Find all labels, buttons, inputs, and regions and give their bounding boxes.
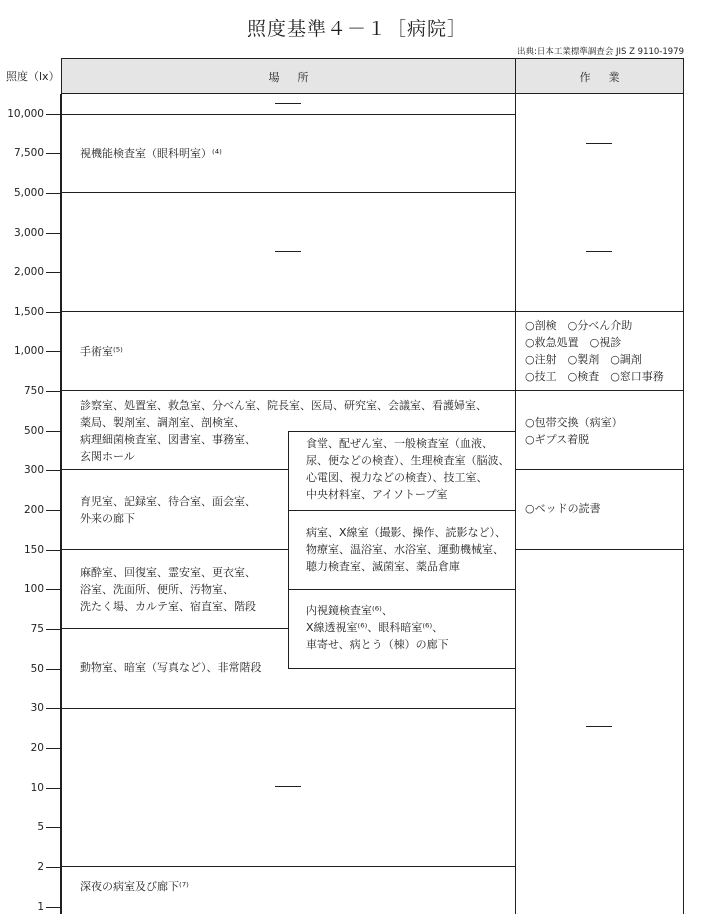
tick-label: 20 (30, 742, 44, 754)
cell-line: 病室、X線室（撮影、操作、読影など）、 (306, 526, 507, 539)
tick-label: 2,000 (13, 266, 44, 278)
cell-line: 手術室⁽⁵⁾ (80, 345, 123, 358)
empty-dash (586, 726, 612, 727)
tick-label: 300 (23, 464, 44, 476)
tick-mark (46, 193, 61, 194)
tick-mark (46, 827, 61, 828)
tick-label: 5,000 (13, 187, 44, 199)
row-line (62, 469, 288, 470)
tick-mark (46, 391, 61, 392)
tick-mark (46, 233, 61, 234)
cell-line: 深夜の病室及び廊下⁽⁷⁾ (80, 880, 189, 893)
cell-line: 聴力検査室、滅菌室、薬品倉庫 (306, 560, 460, 573)
page-title: 照度基準４－１［病院］ (246, 18, 467, 40)
tick-label: 7,500 (13, 147, 44, 159)
tick-label: 1 (37, 901, 44, 913)
header-work: 作業 (579, 71, 638, 84)
cell-line: 診察室、処置室、救急室、分べん室、院長室、医局、研究室、会議室、看護婦室、 (80, 399, 487, 412)
illuminance-table (61, 94, 684, 914)
cell-line: ○包帯交換（病室） (525, 416, 623, 429)
place-eye-exam (80, 145, 222, 162)
column-divider (515, 94, 516, 914)
tick-label: 50 (30, 663, 44, 675)
work-bed-reading (525, 500, 601, 517)
place-ward (306, 524, 506, 575)
tick-label: 200 (23, 504, 44, 516)
row-line (62, 311, 684, 312)
cell-line: ○救急処置 ○視診 (525, 336, 622, 349)
cell-line: 浴室、洗面所、便所、汚物室、 (80, 583, 234, 596)
tick-mark (46, 431, 61, 432)
source-note: 出典:日本工業標準調査会 JIS Z 9110-1979 (516, 47, 684, 57)
tick-mark (46, 470, 61, 471)
tick-label: 10,000 (7, 108, 44, 120)
tick-label: 2 (37, 861, 44, 873)
tick-label: 75 (30, 623, 44, 635)
row-line (62, 628, 288, 629)
cell-line: 育児室、記録室、待合室、面会室、 (80, 495, 256, 508)
tick-mark (46, 748, 61, 749)
place-nursery (80, 493, 256, 527)
empty-dash (275, 251, 301, 252)
cell-line: X線透視室⁽⁶⁾、眼科暗室⁽⁶⁾、 (306, 621, 444, 634)
cell-line: 洗たく場、カルテ室、宿直室、階段 (80, 600, 256, 613)
row-line (515, 469, 684, 470)
tick-mark (46, 669, 61, 670)
row-line (62, 866, 515, 867)
cell-line: 麻酔室、回復室、霊安室、更衣室、 (80, 566, 256, 579)
tick-mark (46, 867, 61, 868)
tick-mark (46, 907, 61, 908)
place-animal (80, 659, 262, 676)
work-surgery-tasks (525, 317, 664, 385)
cell-line: 病理細菌検査室、図書室、事務室、 (80, 433, 256, 446)
tick-mark (46, 351, 61, 352)
tick-label: 750 (23, 385, 44, 397)
tick-label: 150 (23, 544, 44, 556)
cell-line: 動物室、暗室（写真など）、非常階段 (80, 661, 262, 674)
work-bandage (525, 414, 623, 448)
inner-box-line (288, 589, 516, 590)
place-endoscopy (306, 602, 449, 653)
cell-line: ○ベッドの読書 (525, 502, 601, 515)
cell-line: ○注射 ○製剤 ○調剤 (525, 353, 642, 366)
place-surgery (80, 343, 123, 360)
row-line (62, 708, 515, 709)
cell-line: 玄関ホール (80, 450, 135, 463)
empty-dash (275, 786, 301, 787)
tick-mark (46, 550, 61, 551)
tick-mark (46, 114, 61, 115)
axis-label: 照度（lx） (6, 70, 60, 83)
tick-label: 500 (23, 425, 44, 437)
cell-line: 尿、便などの検査）、生理検査室（脳波、 (306, 454, 510, 467)
row-line (62, 549, 288, 550)
cell-line: 薬局、製剤室、調剤室、剖検室、 (80, 416, 245, 429)
cell-line: 心電図、視力などの検査）、技工室、 (306, 471, 488, 484)
tick-mark (46, 788, 61, 789)
tick-label: 1,000 (13, 345, 44, 357)
header-place: 場所 (268, 71, 327, 84)
tick-label: 100 (23, 583, 44, 595)
cell-line: 食堂、配ぜん室、一般検査室（血液、 (306, 437, 493, 450)
empty-dash (275, 103, 301, 104)
row-line (62, 192, 515, 193)
inner-box-line (288, 431, 289, 669)
cell-line: ○剖検 ○分べん介助 (525, 319, 633, 332)
table-header (61, 58, 684, 94)
row-line (62, 114, 515, 115)
tick-mark (46, 153, 61, 154)
tick-label: 3,000 (13, 227, 44, 239)
tick-mark (46, 629, 61, 630)
cell-line: 内視鏡検査室⁽⁶⁾、 (306, 604, 393, 617)
tick-mark (46, 708, 61, 709)
place-lab (306, 435, 510, 503)
inner-box-line (288, 510, 516, 511)
row-line (515, 549, 684, 550)
place-night (80, 878, 189, 895)
cell-line: 視機能検査室（眼科明室）⁽⁴⁾ (80, 147, 222, 160)
tick-label: 30 (30, 702, 44, 714)
place-anesthesia (80, 564, 256, 615)
tick-label: 1,500 (13, 306, 44, 318)
tick-mark (46, 510, 61, 511)
tick-mark (46, 312, 61, 313)
tick-label: 10 (30, 782, 44, 794)
empty-dash (586, 251, 612, 252)
cell-line: ○ギプス着脱 (525, 433, 590, 446)
tick-mark (46, 272, 61, 273)
tick-label: 5 (37, 821, 44, 833)
inner-box-line (288, 668, 516, 669)
row-line (62, 390, 684, 391)
cell-line: 外来の廊下 (80, 512, 135, 525)
cell-line: 車寄せ、病とう（棟）の廊下 (306, 638, 449, 651)
cell-line: ○技工 ○検査 ○窓口事務 (525, 370, 664, 383)
empty-dash (586, 143, 612, 144)
cell-line: 物療室、温浴室、水浴室、運動機械室、 (306, 543, 504, 556)
tick-mark (46, 589, 61, 590)
cell-line: 中央材料室、アイソトープ室 (306, 488, 448, 501)
